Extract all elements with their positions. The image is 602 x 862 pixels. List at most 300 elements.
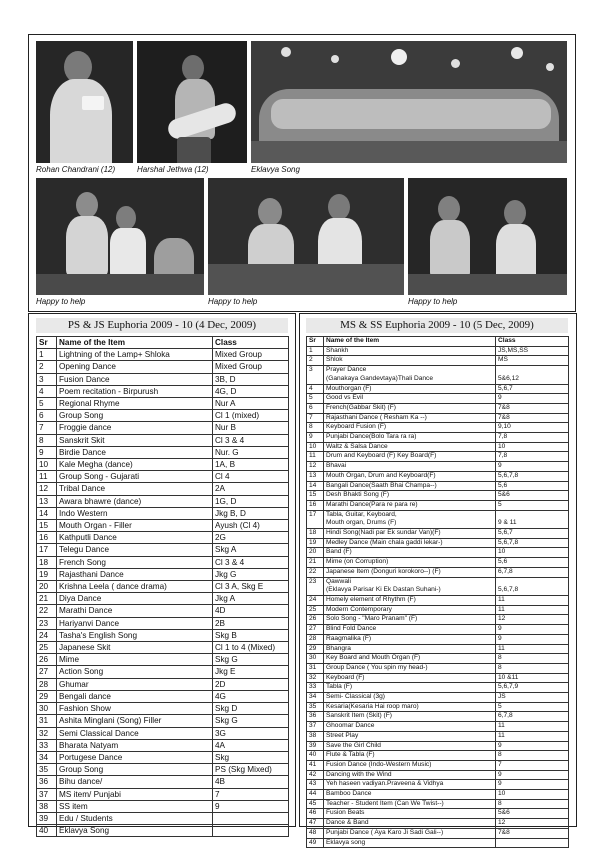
item-name-line: Solo Song - "Maro Pranam" (F): [326, 615, 418, 623]
table-row: [37, 532, 289, 544]
cell-class: Ayush (Cl 4): [213, 520, 289, 532]
cell-sr: 9: [37, 446, 57, 458]
cell-sr: 16: [307, 500, 324, 510]
class-line: 5: [498, 500, 502, 508]
table-row: [307, 751, 569, 761]
table-row: [37, 349, 289, 361]
class-line: 9: [498, 741, 502, 749]
cell-class: [496, 838, 569, 848]
cell-name: [324, 605, 496, 615]
table-row: [307, 558, 569, 568]
cell-sr: 31: [37, 715, 57, 727]
cell-sr: 27: [307, 625, 324, 635]
cell-class: [496, 595, 569, 605]
cell-sr: 37: [307, 722, 324, 732]
cell-class: [496, 741, 569, 751]
class-line: 9: [498, 394, 502, 402]
cell-class: 4A: [213, 739, 289, 751]
cell-class: Jkg A: [213, 593, 289, 605]
cell-sr: 24: [307, 595, 324, 605]
photo-happy-to-help-1: [36, 178, 204, 295]
class-line: JS,MS,SS: [498, 346, 529, 354]
cell-name: SS item: [57, 800, 213, 812]
cell-class: 2B: [213, 617, 289, 629]
table-row: [37, 581, 289, 593]
cell-class: [496, 644, 569, 654]
table-row: [307, 384, 569, 394]
cell-sr: 40: [307, 751, 324, 761]
class-line: 5&6: [498, 491, 510, 499]
cell-name: MS item/ Punjabi: [57, 788, 213, 800]
item-name-line: Hindi Song(Nadi par Ek sundar Van)(F): [326, 529, 441, 537]
item-name-line: Homely element of Rhythm (F): [326, 595, 416, 603]
cell-name: [324, 403, 496, 413]
cell-name: Awara bhawre (dance): [57, 495, 213, 507]
cell-sr: 14: [37, 507, 57, 519]
class-line: 5,6,7,9: [498, 683, 519, 691]
table-row: [307, 605, 569, 615]
cell-class: [496, 605, 569, 615]
cell-name: [324, 548, 496, 558]
cell-name: Group Song - Gujarati: [57, 471, 213, 483]
cell-name: Portugese Dance: [57, 751, 213, 763]
cell-class: [496, 567, 569, 577]
cell-sr: 7: [307, 413, 324, 423]
item-name-line: Bamboo Dance: [326, 790, 372, 798]
class-line: 12: [498, 615, 506, 623]
item-name-line-2: (Ganakaya Gandevtaya)Thali Dance: [326, 374, 434, 382]
table-row: [307, 346, 569, 356]
table-row: [37, 739, 289, 751]
cell-sr: 25: [37, 642, 57, 654]
cell-sr: 21: [37, 593, 57, 605]
cell-name: [324, 615, 496, 625]
cell-sr: 41: [307, 760, 324, 770]
cell-class: [496, 625, 569, 635]
table-row: [37, 751, 289, 763]
cell-class: [496, 809, 569, 819]
class-line: [498, 511, 566, 520]
cell-sr: 6: [37, 410, 57, 422]
table-row: [37, 605, 289, 617]
cell-name: [324, 471, 496, 481]
table-row: [307, 471, 569, 481]
cell-class: Cl 3 & 4: [213, 556, 289, 568]
cell-name: Fusion Dance: [57, 373, 213, 385]
cell-class: Cl 1 (mixed): [213, 410, 289, 422]
class-line: 12: [498, 819, 506, 827]
item-name-line: Group Dance ( You spin my head-): [326, 663, 428, 671]
table-row: [37, 715, 289, 727]
table-row: [307, 799, 569, 809]
cell-class: Nur. G: [213, 446, 289, 458]
table-row: [37, 654, 289, 666]
table-row: [307, 567, 569, 577]
table-row: [307, 529, 569, 539]
photo-happy-to-help-2: [208, 178, 404, 295]
cell-sr: 10: [307, 442, 324, 452]
cell-class: [496, 780, 569, 790]
item-name-line: Japanese Item (Donguri korokoro--) (F): [326, 567, 441, 575]
item-name-line: Bhavai: [326, 462, 347, 470]
cell-name: Mouth Organ - Filler: [57, 520, 213, 532]
cell-sr: 20: [37, 581, 57, 593]
cell-name: [324, 799, 496, 809]
cell-sr: 18: [37, 556, 57, 568]
table-row: [37, 471, 289, 483]
class-line: 11: [498, 595, 505, 603]
item-name-line: Mouthorgan (F): [326, 384, 372, 392]
table-row: [307, 838, 569, 848]
column-header-name: Name of the Item: [57, 337, 213, 349]
cell-class: [496, 413, 569, 423]
cell-class: [496, 712, 569, 722]
item-name-line: Teacher - Student Item (Can We Twist--): [326, 799, 444, 807]
class-line-2: 9 & 11: [498, 519, 517, 527]
class-line: 8: [498, 654, 502, 662]
cell-class: Jkg G: [213, 568, 289, 580]
cell-sr: 46: [307, 809, 324, 819]
cell-name: Opening Dance: [57, 361, 213, 373]
item-name-line: Semi- Classical (3g): [326, 693, 385, 701]
table-row: [37, 812, 289, 824]
cell-class: [496, 799, 569, 809]
class-line: 6,7,8: [498, 712, 513, 720]
cell-sr: 4: [37, 385, 57, 397]
table-row: [307, 712, 569, 722]
cell-sr: 29: [307, 644, 324, 654]
table-row: [37, 434, 289, 446]
item-name-line: Drum and Keyboard (F) Key Board(F): [326, 452, 437, 460]
table-row: [307, 644, 569, 654]
cell-class: [496, 558, 569, 568]
class-line: 10 &11: [498, 673, 519, 681]
cell-name: Ashita Minglani (Song) Filler: [57, 715, 213, 727]
cell-sr: 14: [307, 481, 324, 491]
cell-class: Cl 3 A, Skg E: [213, 581, 289, 593]
item-name-line: Flute & Tabla (F): [326, 751, 375, 759]
cell-name: Mime: [57, 654, 213, 666]
cell-sr: 17: [307, 510, 324, 528]
table-row: [37, 678, 289, 690]
item-name-line: Waltz & Salsa Dance: [326, 442, 388, 450]
class-line: 9: [498, 780, 502, 788]
class-line-2: 5&6,12: [498, 374, 519, 382]
cell-name: [324, 722, 496, 732]
cell-name: [324, 491, 496, 501]
class-line-2: 5,6,7,8: [498, 586, 519, 594]
cell-class: [496, 828, 569, 838]
column-header-sr: Sr: [37, 337, 57, 349]
ms-ss-panel-title: MS & SS Euphoria 2009 - 10 (5 Dec, 2009): [306, 318, 568, 333]
class-line: 9,10: [498, 423, 511, 431]
table-row: [307, 595, 569, 605]
cell-class: [496, 500, 569, 510]
item-name-line-2: (Eklavya Parisar Ki Ek Dastan Suhani-): [326, 586, 441, 594]
cell-sr: 17: [37, 544, 57, 556]
item-name-line: Modern Contemporary: [326, 605, 392, 613]
item-name-line: Marathi Dance(Para re para re): [326, 500, 418, 508]
photo-harshal-jethwa: [137, 41, 247, 163]
cell-class: Nur B: [213, 422, 289, 434]
cell-sr: 45: [307, 799, 324, 809]
item-name-line: Eklavya song: [326, 838, 366, 846]
cell-sr: 10: [37, 459, 57, 471]
item-name-line: Street Play: [326, 731, 359, 739]
cell-sr: 28: [37, 678, 57, 690]
table-row: [307, 780, 569, 790]
cell-class: [496, 529, 569, 539]
item-name-line: Kesaria(Kesaria Hai roop maro): [326, 702, 419, 710]
table-row: [307, 442, 569, 452]
table-row: [307, 491, 569, 501]
cell-name: [324, 433, 496, 443]
item-name-line: Bangali Dance(Saath Bhai Champa--): [326, 481, 437, 489]
table-header-row: [37, 337, 289, 349]
cell-sr: 13: [307, 471, 324, 481]
cell-name: [324, 366, 496, 384]
cell-name: [324, 663, 496, 673]
photo-caption-rohan: Rohan Chandrani (12): [36, 165, 116, 174]
class-line: 10: [498, 442, 506, 450]
class-line: 5,6,7,8: [498, 471, 519, 479]
table-row: [307, 654, 569, 664]
item-name-line: Rajasthani Dance ( Resham Ka --): [326, 413, 427, 421]
photo-caption-happy-1: Happy to help: [36, 297, 86, 306]
class-line: 7&8: [498, 413, 510, 421]
item-name-line: Medley Dance (Main chala gaddi lekar-): [326, 538, 443, 546]
cell-sr: 35: [37, 764, 57, 776]
item-name-line: Punjabi Dance(Bolo Tara ra ra): [326, 433, 417, 441]
cell-name: [324, 567, 496, 577]
table-row: [307, 452, 569, 462]
photo-caption-happy-2: Happy to help: [208, 297, 258, 306]
table-row: [307, 481, 569, 491]
class-line: 7&8: [498, 403, 510, 411]
cell-class: 2D: [213, 678, 289, 690]
cell-sr: 37: [37, 788, 57, 800]
table-row: [307, 394, 569, 404]
cell-name: [324, 634, 496, 644]
photo-eklavya-song: [251, 41, 567, 163]
cell-class: Mixed Group: [213, 349, 289, 361]
item-name-line: Fusion Dance (Indo-Western Music): [326, 760, 432, 768]
item-name-line: Mouth Organ, Drum and Keyboard(F): [326, 471, 436, 479]
item-name-line: Good vs Evil: [326, 394, 364, 402]
cell-class: 4G, D: [213, 385, 289, 397]
ps-js-program-table: [36, 336, 289, 837]
cell-sr: 3: [37, 373, 57, 385]
table-row: [307, 663, 569, 673]
cell-sr: 48: [307, 828, 324, 838]
table-row: [307, 538, 569, 548]
table-row: [37, 593, 289, 605]
cell-name: [324, 595, 496, 605]
class-line: 5&6: [498, 809, 510, 817]
cell-class: [496, 722, 569, 732]
cell-name: [324, 500, 496, 510]
table-row: [307, 433, 569, 443]
table-row: [37, 825, 289, 837]
class-line: 8: [498, 663, 502, 671]
cell-class: [496, 491, 569, 501]
cell-sr: 34: [37, 751, 57, 763]
item-name-line: Bhangra: [326, 644, 351, 652]
cell-name: Poem recitation - Birpurush: [57, 385, 213, 397]
table-row: [307, 577, 569, 595]
cell-class: [496, 683, 569, 693]
class-line: 11: [498, 731, 505, 739]
table-row: [37, 410, 289, 422]
table-row: [307, 683, 569, 693]
class-line: 7,8: [498, 433, 508, 441]
class-line: 5,6,7: [498, 384, 513, 392]
cell-sr: 38: [307, 731, 324, 741]
cell-sr: 3: [307, 366, 324, 384]
cell-name: Kathputli Dance: [57, 532, 213, 544]
cell-name: [324, 809, 496, 819]
cell-sr: 30: [37, 703, 57, 715]
cell-sr: 12: [307, 462, 324, 472]
cell-name: [324, 529, 496, 539]
cell-class: [213, 812, 289, 824]
cell-name: [324, 770, 496, 780]
table-row: [307, 403, 569, 413]
cell-class: 4D: [213, 605, 289, 617]
cell-name: [324, 673, 496, 683]
cell-sr: 33: [37, 739, 57, 751]
cell-class: [496, 366, 569, 384]
cell-sr: 24: [37, 629, 57, 641]
cell-name: [324, 654, 496, 664]
photo-caption-harshal: Harshal Jethwa (12): [137, 165, 209, 174]
cell-class: [496, 731, 569, 741]
cell-sr: 11: [307, 452, 324, 462]
cell-sr: 47: [307, 819, 324, 829]
cell-name: [324, 413, 496, 423]
cell-sr: 1: [37, 349, 57, 361]
cell-name: [324, 751, 496, 761]
cell-name: Eklavya Song: [57, 825, 213, 837]
cell-sr: 26: [307, 615, 324, 625]
table-row: [37, 690, 289, 702]
photo-caption-eklavya: Eklavya Song: [251, 165, 300, 174]
item-name-line: French(Gabbar Skit) (F): [326, 403, 396, 411]
cell-sr: 33: [307, 683, 324, 693]
cell-class: [496, 403, 569, 413]
cell-class: Skg B: [213, 629, 289, 641]
class-line: 5,6: [498, 558, 508, 566]
cell-class: [496, 634, 569, 644]
class-line: 9: [498, 625, 502, 633]
class-line: [498, 578, 566, 587]
cell-sr: 5: [37, 398, 57, 410]
table-row: [37, 385, 289, 397]
table-row: [307, 500, 569, 510]
cell-name: Bengali dance: [57, 690, 213, 702]
cell-sr: 8: [307, 423, 324, 433]
cell-sr: 22: [37, 605, 57, 617]
class-line: 8: [498, 799, 502, 807]
cell-class: [496, 819, 569, 829]
item-name-line: Raagmalika (F): [326, 634, 372, 642]
class-line: 5,6: [498, 481, 508, 489]
cell-sr: 31: [307, 663, 324, 673]
table-row: [307, 673, 569, 683]
cell-name: [324, 452, 496, 462]
cell-name: Krishna Leela ( dance drama): [57, 581, 213, 593]
cell-sr: 5: [307, 394, 324, 404]
column-header-sr: Sr: [307, 337, 324, 347]
table-row: [307, 819, 569, 829]
table-row: [307, 510, 569, 528]
item-name-line: Yeh haseen vadiyan.Praveena & Vidhya: [326, 780, 444, 788]
cell-class: 1G, D: [213, 495, 289, 507]
cell-class: [496, 693, 569, 703]
cell-sr: 32: [37, 727, 57, 739]
table-row: [37, 703, 289, 715]
item-name-line: Punjabi Dance ( Aya Karo Ji Sadi Gali--): [326, 828, 444, 836]
table-row: [307, 760, 569, 770]
cell-class: [496, 538, 569, 548]
table-header-row: [307, 337, 569, 347]
class-line: [498, 366, 566, 375]
cell-name: [324, 760, 496, 770]
table-row: [37, 727, 289, 739]
column-header-name: Name of the Item: [324, 337, 496, 347]
cell-name: Group Song: [57, 764, 213, 776]
cell-name: Group Song: [57, 410, 213, 422]
cell-sr: 12: [37, 483, 57, 495]
cell-sr: 2: [307, 356, 324, 366]
class-line: 6,7,8: [498, 567, 513, 575]
cell-name: Froggie dance: [57, 422, 213, 434]
table-row: [37, 483, 289, 495]
cell-name: [324, 462, 496, 472]
cell-class: [496, 394, 569, 404]
cell-sr: 28: [307, 634, 324, 644]
cell-class: Skg: [213, 751, 289, 763]
table-row: [37, 776, 289, 788]
cell-class: [496, 548, 569, 558]
cell-sr: 20: [307, 548, 324, 558]
cell-class: Skg G: [213, 654, 289, 666]
class-line: 10: [498, 790, 506, 798]
cell-sr: 15: [307, 491, 324, 501]
table-row: [37, 642, 289, 654]
class-line: 9: [498, 462, 502, 470]
cell-class: 4B: [213, 776, 289, 788]
cell-sr: 21: [307, 558, 324, 568]
cell-name: Action Song: [57, 666, 213, 678]
cell-class: [496, 577, 569, 595]
cell-class: [496, 462, 569, 472]
table-row: [307, 462, 569, 472]
cell-name: [324, 693, 496, 703]
class-line: 5: [498, 702, 502, 710]
cell-name: Lightning of the Lamp+ Shloka: [57, 349, 213, 361]
item-name-line: Dancing with the Wind: [326, 770, 392, 778]
cell-name: [324, 712, 496, 722]
cell-class: Skg G: [213, 715, 289, 727]
cell-class: [496, 346, 569, 356]
table-row: [37, 446, 289, 458]
cell-class: [213, 825, 289, 837]
item-name-line: Desh Bhakti Song (F): [326, 491, 390, 499]
cell-sr: 43: [307, 780, 324, 790]
table-row: [37, 568, 289, 580]
item-name-line: Mime (on Corruption): [326, 558, 389, 566]
